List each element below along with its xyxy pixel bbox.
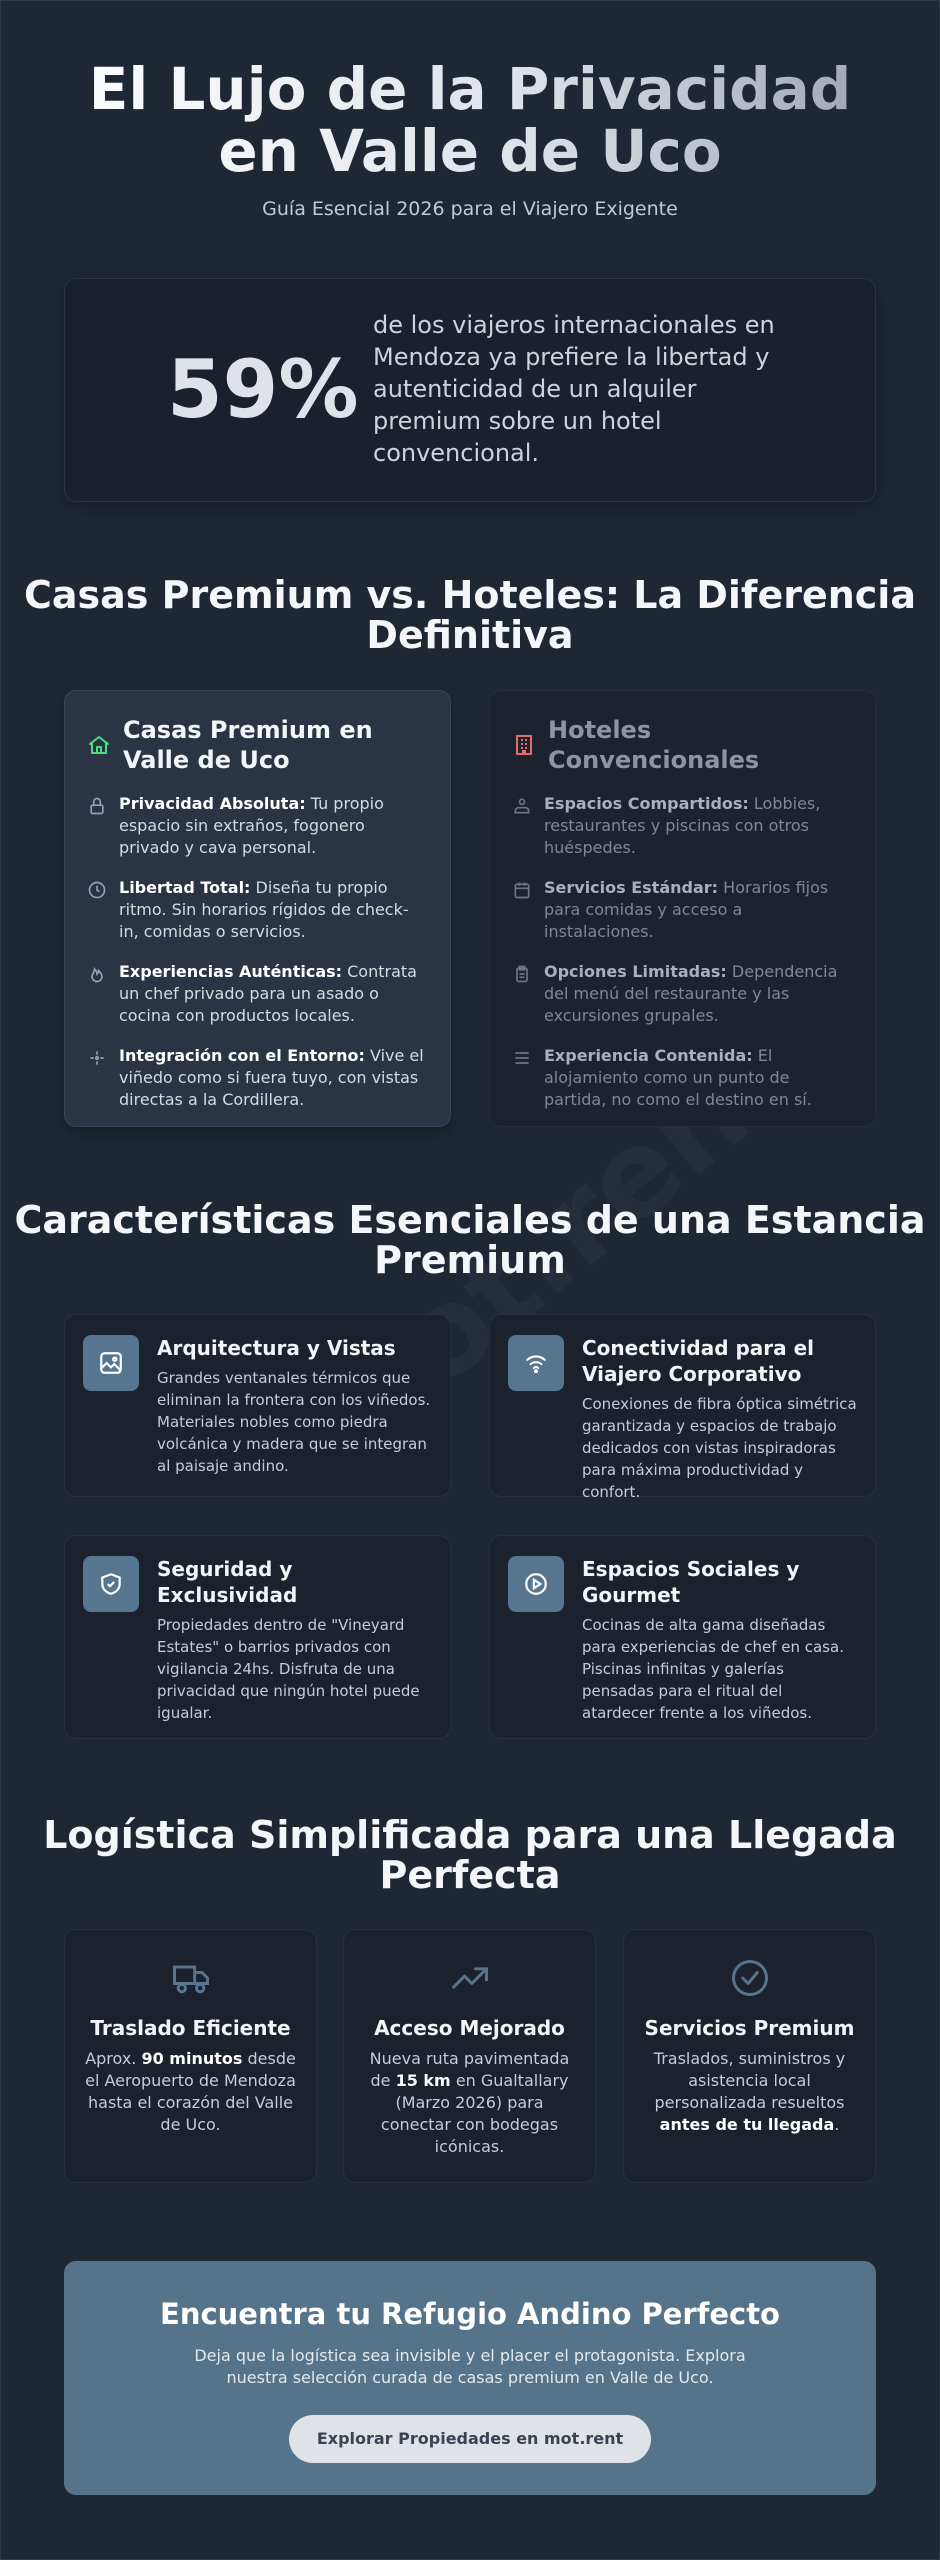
feature-text: Conexiones de fibra óptica simétrica garantizada y espacios de trabajo dedicados con vistas inspiradoras para máxima productividad y confort. xyxy=(582,1395,857,1501)
check-circle-icon xyxy=(728,1956,772,2000)
stat-card xyxy=(64,278,876,502)
play-circle-icon xyxy=(523,1571,549,1597)
calendar-icon xyxy=(512,880,532,900)
shield-icon xyxy=(98,1571,124,1597)
page-subtitle: Guía Esencial 2026 para el Viajero Exigente xyxy=(262,198,678,220)
stat-value: 59% xyxy=(167,343,359,436)
cta-banner xyxy=(64,2261,876,2495)
feature-title: Espacios Sociales y Gourmet xyxy=(582,1557,800,1607)
wifi-icon xyxy=(523,1350,549,1376)
feature-text: Grandes ventanales térmicos que eliminan la frontera con los viñedos. Materiales nobles como piedra volcánica y madera que se integran al paisaje andino. xyxy=(157,1369,431,1475)
image-icon xyxy=(98,1350,124,1376)
logistics-card xyxy=(64,1929,317,2183)
feature-text: Cocinas de alta gama diseñadas para experiencias de chef en casa. Piscinas infinitas y galerías pensadas para el ritual del atardecer frente a los viñedos. xyxy=(582,1616,844,1722)
explore-properties-button[interactable]: Explorar Propiedades en mot.rent xyxy=(289,2415,651,2463)
building-icon xyxy=(512,733,536,757)
hoteles-convencionales-card xyxy=(489,690,876,1127)
casas-title: Casas Premium en Valle de Uco xyxy=(123,716,373,774)
casas-premium-card xyxy=(64,690,451,1127)
page-title: El Lujo de la Privacidad en Valle de Uco xyxy=(40,58,900,182)
features-title: Características Esenciales de una Estancia Premium xyxy=(14,1198,926,1282)
cta-title: Encuentra tu Refugio Andino Perfecto xyxy=(160,2297,780,2331)
casas-item: Experiencias Auténticas: Contrata un chef privado para un asado o cocina con productos locales. xyxy=(87,961,428,1027)
feature-text: Propiedades dentro de "Vineyard Estates" o barrios privados con vigilancia 24hs. Disfruta de una privacidad que ningún hotel puede igualar. xyxy=(157,1616,420,1722)
hoteles-item: Servicios Estándar: Horarios fijos para comidas y acceso a instalaciones. xyxy=(512,877,853,943)
feature-title: Conectividad para el Viajero Corporativo xyxy=(582,1336,815,1386)
lock-icon xyxy=(87,796,107,816)
feature-card xyxy=(64,1535,451,1739)
logistics-card xyxy=(623,1929,876,2183)
stat-text: de los viajeros internacionales en Mendoza ya prefiere la libertad y autenticidad de un alquiler premium sobre un hotel convencional. xyxy=(373,311,775,467)
hoteles-title: Hoteles Convencionales xyxy=(548,716,760,774)
logistics-card-title: Acceso Mejorado xyxy=(374,2016,565,2040)
feature-card xyxy=(64,1314,451,1497)
logistics-card-text: Traslados, suministros y asistencia local personalizada resueltos antes de tu llegada. xyxy=(653,2049,846,2134)
hoteles-item: Experiencia Contenida: El alojamiento como un punto de partida, no como el destino en sí. xyxy=(512,1045,853,1111)
comparison-title: Casas Premium vs. Hoteles: La Diferencia Definitiva xyxy=(24,573,916,657)
cta-text: Deja que la logística sea invisible y el placer el protagonista. Explora nuestra selección curada de casas premium en Valle de Uco. xyxy=(194,2346,746,2387)
menu-icon xyxy=(512,1048,532,1068)
casas-item: Libertad Total: Diseña tu propio ritmo. Sin horarios rígidos de check-in, comidas o servicios. xyxy=(87,877,428,943)
sparkle-icon xyxy=(87,1048,107,1068)
feature-card xyxy=(489,1535,876,1739)
clipboard-icon xyxy=(512,964,532,984)
feature-title: Seguridad y Exclusividad xyxy=(157,1557,298,1607)
people-icon xyxy=(512,796,532,816)
feature-card xyxy=(489,1314,876,1501)
casas-item: Integración con el Entorno: Vive el viñedo como si fuera tuyo, con vistas directas a la Cordillera. xyxy=(87,1045,428,1111)
hoteles-item: Espacios Compartidos: Lobbies, restaurantes y piscinas con otros huéspedes. xyxy=(512,793,853,859)
clock-icon xyxy=(87,880,107,900)
logistics-card xyxy=(343,1929,596,2183)
truck-icon xyxy=(169,1956,213,2000)
logistics-title: Logística Simplificada para una Llegada Perfecta xyxy=(43,1813,897,1897)
flame-icon xyxy=(87,964,107,984)
logistics-card-title: Servicios Premium xyxy=(644,2016,855,2040)
logistics-card-text: Aprox. 90 minutos desde el Aeropuerto de Mendoza hasta el corazón del Valle de Uco. xyxy=(85,2049,296,2134)
home-icon xyxy=(87,733,111,757)
trending-up-icon xyxy=(448,1956,492,2000)
hoteles-item: Opciones Limitadas: Dependencia del menú del restaurante y las excursiones grupales. xyxy=(512,961,853,1027)
logistics-card-text: Nueva ruta pavimentada de 15 km en Gualtallary (Marzo 2026) para conectar con bodegas icónicas. xyxy=(369,2049,570,2156)
logistics-card-title: Traslado Eficiente xyxy=(90,2016,291,2040)
casas-item: Privacidad Absoluta: Tu propio espacio sin extraños, fogonero privado y cava personal. xyxy=(87,793,428,859)
feature-title: Arquitectura y Vistas xyxy=(157,1336,396,1360)
